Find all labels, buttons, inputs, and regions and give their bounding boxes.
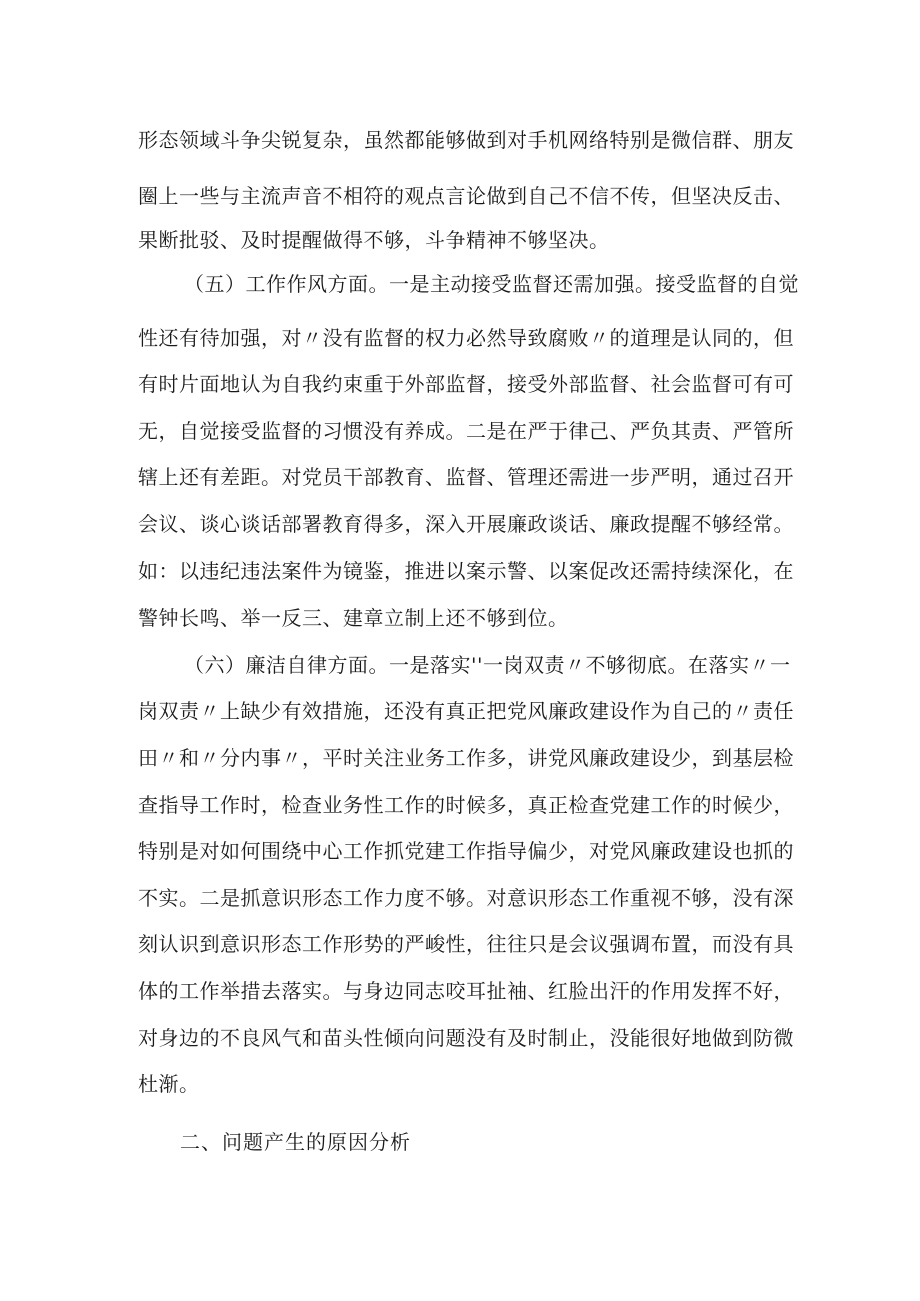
paragraph-line: 体的工作举措去落实。与身边同志咬耳扯袖、红脸出汗的作用发挥不好， xyxy=(138,979,794,1003)
section-heading: 二、问题产生的原因分析 xyxy=(180,1130,411,1154)
paragraph-line: 性还有待加强，对〃没有监督的权力必然导致腐败〃的道理是认同的，但 xyxy=(138,326,794,350)
paragraph-line: 圈上一些与主流声音不相符的观点言论做到自己不信不传，但坚决反击、 xyxy=(138,184,794,208)
paragraph-line: 无，自觉接受监督的习惯没有养成。二是在严于律己、严负其责、严管所 xyxy=(138,419,794,443)
paragraph-line: 如：以违纪违法案件为镜鉴，推进以案示警、以案促改还需持续深化，在 xyxy=(138,559,794,583)
paragraph-line: 果断批驳、及时提醒做得不够，斗争精神不够坚决。 xyxy=(138,228,610,252)
paragraph-line: 岗双责〃上缺少有效措施，还没有真正把党风廉政建设作为自己的〃责任 xyxy=(138,699,794,723)
paragraph-line: 会议、谈心谈话部署教育得多，深入开展廉政谈话、廉政提醒不够经常。 xyxy=(138,512,794,536)
paragraph-line: 查指导工作时，检查业务性工作的时候多，真正检查党建工作的时候少， xyxy=(138,793,794,817)
paragraph-line: 刻认识到意识形态工作形势的严峻性，往往只是会议强调布置，而没有具 xyxy=(138,932,794,956)
paragraph-line: 形态领域斗争尖锐复杂，虽然都能够做到对手机网络特别是微信群、朋友 xyxy=(138,128,794,152)
paragraph-line: 田〃和〃分内事〃，平时关注业务工作多，讲党风廉政建设少，到基层检 xyxy=(138,746,794,770)
paragraph-line: 警钟长鸣、举一反三、建章立制上还不够到位。 xyxy=(138,606,569,630)
paragraph-line: 辖上还有差距。对党员干部教育、监督、管理还需进一步严明，通过召开 xyxy=(138,465,794,489)
paragraph-line: 对身边的不良风气和苗头性倾向问题没有及时制止，没能很好地做到防微 xyxy=(138,1026,794,1050)
paragraph-line: 杜渐。 xyxy=(138,1072,200,1096)
paragraph-line: 有时片面地认为自我约束重于外部监督，接受外部监督、社会监督可有可 xyxy=(138,372,794,396)
paragraph-line: 特别是对如何围绕中心工作抓党建工作指导偏少，对党风廉政建设也抓的 xyxy=(138,839,794,863)
paragraph-line: （六）廉洁自律方面。一是落实''一岗双责〃不够彻底。在落实〃一 xyxy=(184,653,791,677)
paragraph-line: （五）工作作风方面。一是主动接受监督还需加强。接受监督的自觉 xyxy=(184,272,799,296)
paragraph-line: 不实。二是抓意识形态工作力度不够。对意识形态工作重视不够，没有深 xyxy=(138,886,794,910)
